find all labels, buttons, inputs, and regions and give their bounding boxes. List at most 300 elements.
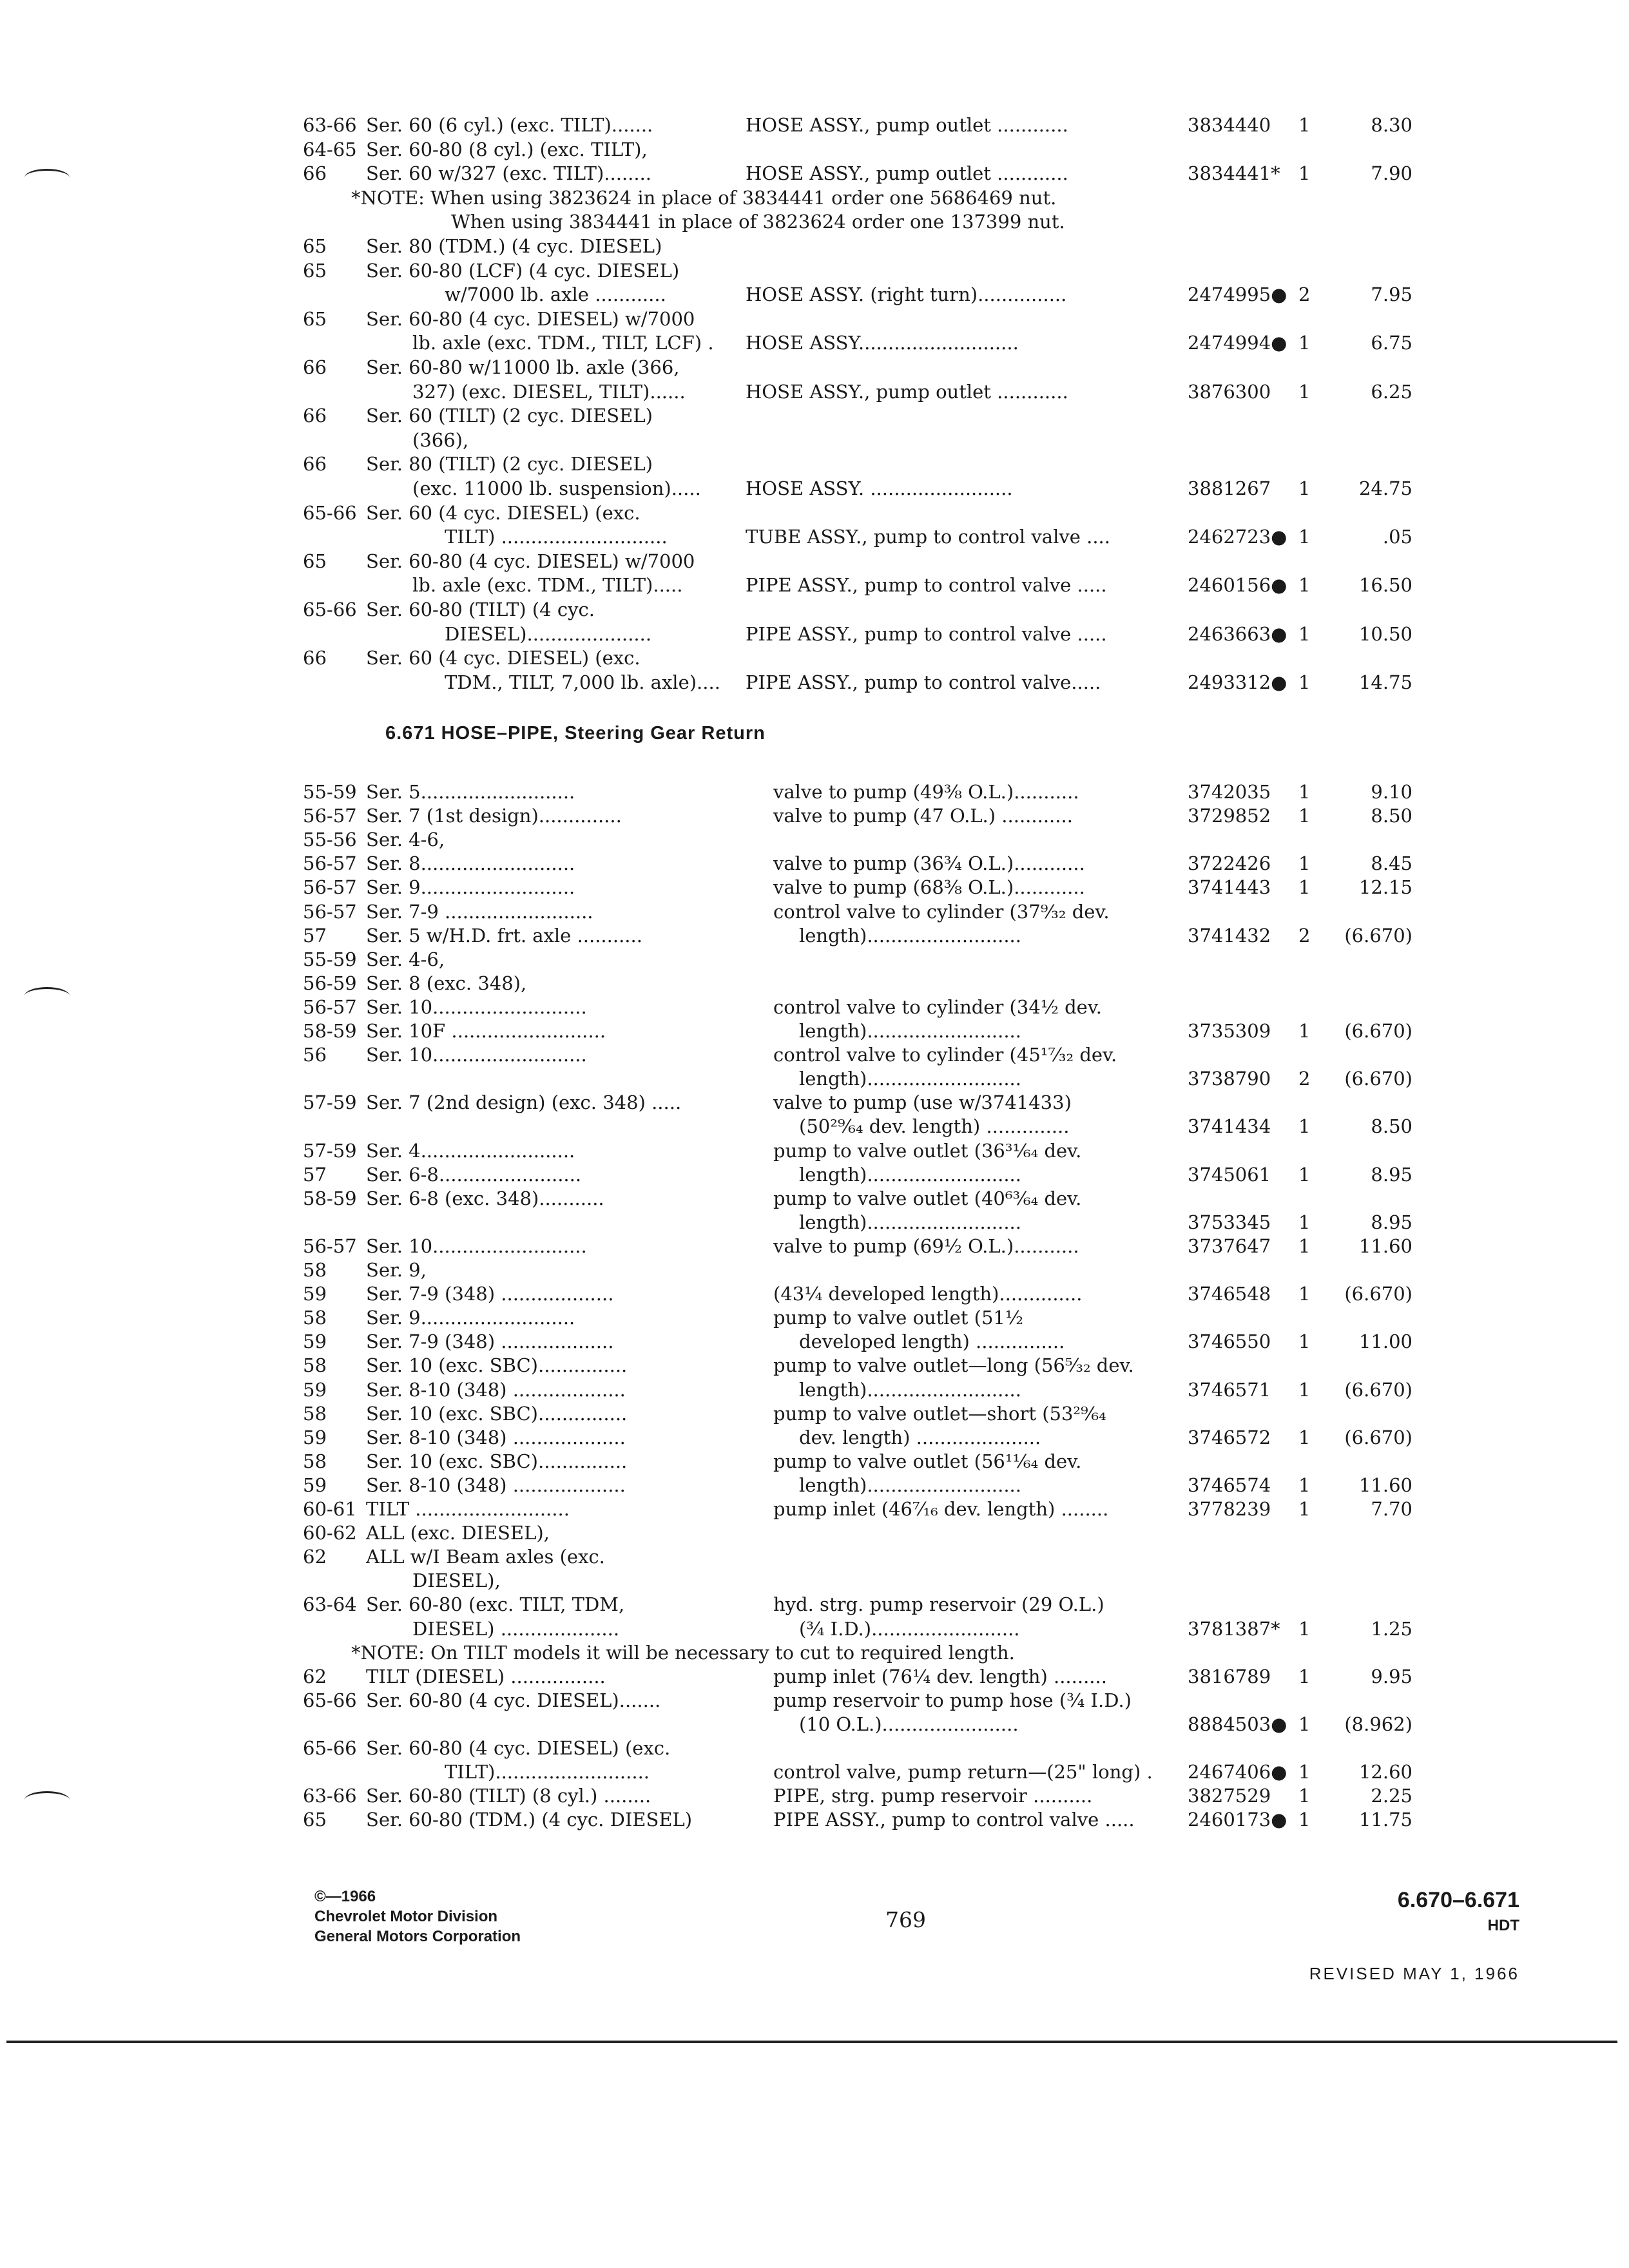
model-cell: Ser. 60-80 (TILT) (4 cyc. (366, 599, 595, 620)
quantity-cell: 1 (1298, 1331, 1311, 1353)
table-row (0, 501, 1629, 525)
quantity-cell: 1 (1298, 1665, 1311, 1687)
part-number-cell: 2467406● (1188, 1761, 1287, 1783)
year-cell: 58 (303, 1402, 327, 1425)
model-cell: Ser. 60-80 (4 cyc. DIESEL)....... (366, 1689, 661, 1711)
table-row (0, 1043, 1629, 1067)
model-cell: Ser. 60 (TILT) (2 cyc. DIESEL) (366, 405, 653, 427)
section-number: 6.670–6.671 (1397, 1888, 1519, 1912)
year-cell: 59 (303, 1426, 327, 1448)
table-row (0, 1425, 1629, 1450)
part-number-cell: 3737647 (1188, 1235, 1271, 1257)
page-number: 769 (885, 1907, 926, 1932)
part-number-cell: 3735309 (1188, 1020, 1271, 1042)
part-number-cell: 2460156● (1188, 574, 1287, 597)
price-cell: 7.95 (1371, 284, 1412, 306)
description-cell: PIPE ASSY., pump to control valve ..... (746, 622, 1107, 645)
model-cell: ALL w/I Beam axles (exc. (366, 1546, 605, 1568)
quantity-cell: 1 (1298, 477, 1311, 499)
table-row (0, 1353, 1629, 1378)
year-cell: 58 (303, 1307, 327, 1329)
part-number-cell: 3746571 (1188, 1378, 1271, 1401)
part-number-cell: 3741434 (1188, 1115, 1271, 1138)
table-row (0, 573, 1629, 597)
quantity-cell: 2 (1298, 1068, 1311, 1090)
description-cell: pump to valve outlet—long (56⁵⁄₃₂ dev. (773, 1354, 1134, 1377)
table-row (0, 186, 1629, 210)
model-cell: Ser. 10.......................... (366, 995, 587, 1018)
year-cell: 66 (303, 453, 327, 476)
part-number-cell: 3827529 (1188, 1785, 1271, 1807)
quantity-cell: 1 (1298, 1020, 1311, 1042)
year-cell: 66 (303, 647, 327, 669)
model-cell: TDM., TILT, 7,000 lb. axle).... (445, 671, 720, 693)
model-cell: Ser. 60-80 (4 cyc. DIESEL) w/7000 (366, 550, 695, 572)
model-cell: Ser. 60-80 (4 cyc. DIESEL) (exc. (366, 1737, 671, 1759)
table-row (0, 476, 1629, 501)
table-row (0, 403, 1629, 428)
year-cell: 58 (303, 1354, 327, 1377)
table-row (0, 622, 1629, 646)
table-row (0, 137, 1629, 162)
table-row (0, 1114, 1629, 1139)
table-row (0, 161, 1629, 186)
price-cell: 16.50 (1358, 574, 1412, 597)
quantity-cell: 1 (1298, 1761, 1311, 1783)
table-row (0, 646, 1629, 670)
model-cell: Ser. 10.......................... (366, 1235, 587, 1257)
year-cell: 56-57 (303, 1235, 357, 1257)
table-row (0, 380, 1629, 404)
copyright: ©—1966 (314, 1888, 376, 1905)
quantity-cell: 1 (1298, 332, 1311, 354)
table-row (0, 1186, 1629, 1211)
year-cell: 56-57 (303, 995, 357, 1018)
model-cell: Ser. 4-6, (366, 948, 445, 970)
year-cell: 58-59 (303, 1020, 357, 1042)
quantity-cell: 1 (1298, 114, 1311, 136)
part-number-cell: 3742035 (1188, 781, 1271, 803)
year-cell: 62 (303, 1665, 327, 1687)
year-cell: 55-56 (303, 829, 357, 851)
quantity-cell: 1 (1298, 1474, 1311, 1496)
part-number-cell: 3745061 (1188, 1163, 1271, 1186)
year-cell: 65 (303, 1809, 327, 1831)
model-cell: (exc. 11000 lb. suspension)..... (412, 477, 701, 499)
year-cell: 65 (303, 259, 327, 282)
year-cell: 65-66 (303, 599, 357, 620)
year-cell: 66 (303, 405, 327, 427)
model-cell: Ser. 8-10 (348) ................... (366, 1378, 626, 1401)
table-row (0, 947, 1629, 972)
description-cell: valve to pump (69½ O.L.)........... (773, 1235, 1079, 1257)
quantity-cell: 1 (1298, 781, 1311, 803)
model-cell: Ser. 4.......................... (366, 1139, 575, 1162)
year-cell: 66 (303, 356, 327, 378)
year-cell: 59 (303, 1378, 327, 1401)
table-row (0, 234, 1629, 258)
table-row (0, 1305, 1629, 1330)
table-row (0, 875, 1629, 899)
bottom-rule (6, 2041, 1617, 2043)
model-cell: Ser. 60-80 (4 cyc. DIESEL) w/7000 (366, 307, 695, 330)
model-cell: Ser. 10 (exc. SBC)............... (366, 1354, 628, 1377)
part-number-cell: 3738790 (1188, 1068, 1271, 1090)
part-number-cell: 3746572 (1188, 1426, 1271, 1448)
table-row (0, 209, 1629, 234)
model-cell: Ser. 80 (TDM.) (4 cyc. DIESEL) (366, 235, 662, 257)
part-number-cell: 3834441* (1188, 162, 1280, 185)
quantity-cell: 1 (1298, 1809, 1311, 1831)
price-cell: 10.50 (1358, 622, 1412, 645)
price-cell: 11.60 (1358, 1474, 1412, 1496)
price-cell: (6.670) (1344, 1020, 1412, 1042)
model-cell: DIESEL)..................... (445, 622, 652, 645)
model-cell: Ser. 7-9 (348) ................... (366, 1283, 614, 1305)
price-cell: 8.50 (1371, 805, 1412, 827)
description-cell: length).......................... (799, 1020, 1021, 1042)
table-row (0, 1736, 1629, 1760)
description-cell: hyd. strg. pump reservoir (29 O.L.) (773, 1593, 1104, 1616)
part-number-cell: 3753345 (1188, 1211, 1271, 1233)
quantity-cell: 1 (1298, 1498, 1311, 1520)
year-cell: 60-62 (303, 1522, 357, 1544)
price-cell: 8.95 (1371, 1163, 1412, 1186)
year-cell: 64-65 (303, 138, 357, 160)
description-cell: valve to pump (use w/3741433) (773, 1091, 1072, 1114)
description-cell: valve to pump (47 O.L.) ............ (773, 805, 1073, 827)
part-number-cell: 2462723● (1188, 526, 1287, 548)
table-row (0, 1090, 1629, 1115)
model-cell: Ser. 60-80 (TDM.) (4 cyc. DIESEL) (366, 1809, 693, 1831)
part-number-cell: 2474994● (1188, 332, 1287, 354)
table-row (0, 1592, 1629, 1617)
model-cell: 327) (exc. DIESEL, TILT)...... (412, 380, 686, 403)
part-number-cell: 3781387* (1188, 1617, 1280, 1640)
description-cell: HOSE ASSY., pump outlet ............ (746, 162, 1068, 185)
description-cell: length).......................... (799, 924, 1021, 947)
table-row (0, 1568, 1629, 1593)
part-number-cell: 3741432 (1188, 924, 1271, 947)
table-row (0, 331, 1629, 355)
part-number-cell: 8884503● (1188, 1713, 1287, 1735)
table-row (0, 1497, 1629, 1521)
model-cell: Ser. 9.......................... (366, 876, 575, 899)
part-number-cell: 3741443 (1188, 876, 1271, 899)
description-cell: PIPE ASSY., pump to control valve..... (746, 671, 1101, 693)
description-cell: HOSE ASSY. (right turn)............... (746, 284, 1067, 306)
table-row (0, 524, 1629, 549)
binder-mark (24, 987, 70, 1004)
price-cell: 9.10 (1371, 781, 1412, 803)
table-row (0, 1066, 1629, 1091)
year-cell: 65 (303, 235, 327, 257)
price-cell: 9.95 (1371, 1665, 1412, 1687)
part-number-cell: 3746550 (1188, 1331, 1271, 1353)
table-row (0, 851, 1629, 876)
description-cell: valve to pump (36¾ O.L.)............ (773, 852, 1085, 875)
model-cell: Ser. 10 (exc. SBC)............... (366, 1402, 628, 1425)
quantity-cell: 2 (1298, 284, 1311, 306)
model-cell: Ser. 8.......................... (366, 852, 575, 875)
description-cell: (43¼ developed length).............. (773, 1283, 1083, 1305)
table-row (0, 307, 1629, 331)
quantity-cell: 1 (1298, 805, 1311, 827)
year-cell: 58-59 (303, 1187, 357, 1209)
description-cell: control valve to cylinder (34½ dev. (773, 995, 1102, 1018)
table-row (0, 1521, 1629, 1545)
table-row (0, 1664, 1629, 1689)
table-row (0, 1449, 1629, 1474)
table-row (0, 1139, 1629, 1163)
binder-mark (24, 1791, 70, 1809)
year-cell: 56-57 (303, 900, 357, 923)
table-row (0, 597, 1629, 622)
quantity-cell: 1 (1298, 876, 1311, 899)
description-cell: (10 O.L.)....................... (799, 1713, 1019, 1735)
price-cell: 11.75 (1358, 1809, 1412, 1831)
table-row (0, 258, 1629, 283)
model-cell: Ser. 4-6, (366, 829, 445, 851)
model-cell: (366), (412, 428, 469, 451)
price-cell: 24.75 (1358, 477, 1412, 499)
quantity-cell: 1 (1298, 1283, 1311, 1305)
price-cell: (8.962) (1344, 1713, 1412, 1735)
price-cell: 7.90 (1371, 162, 1412, 185)
year-cell: 59 (303, 1283, 327, 1305)
division: Chevrolet Motor Division (314, 1908, 498, 1925)
year-cell: 59 (303, 1331, 327, 1353)
model-cell: TILT .......................... (366, 1498, 570, 1520)
model-cell: Ser. 60-80 (TILT) (8 cyl.) ........ (366, 1785, 651, 1807)
table-row (0, 1640, 1629, 1665)
quantity-cell: 1 (1298, 1785, 1311, 1807)
price-cell: .05 (1382, 526, 1412, 548)
quantity-cell: 1 (1298, 1426, 1311, 1448)
description-cell: pump to valve outlet (51½ (773, 1307, 1023, 1329)
table-row (0, 971, 1629, 995)
note-text: When using 3834441 in place of 3823624 order one 137399 nut. (451, 211, 1065, 233)
year-cell: 57 (303, 924, 327, 947)
model-cell: w/7000 lb. axle ............ (445, 284, 666, 306)
table-row (0, 1760, 1629, 1784)
description-cell: length).......................... (799, 1068, 1021, 1090)
table-row (0, 995, 1629, 1019)
table-row (0, 1329, 1629, 1354)
model-cell: TILT) ............................ (445, 526, 668, 548)
table-row (0, 1210, 1629, 1235)
table-row (0, 1162, 1629, 1187)
year-cell: 57-59 (303, 1091, 357, 1114)
year-cell: 60-61 (303, 1498, 357, 1520)
table-row (0, 549, 1629, 573)
description-cell: (¾ I.D.)......................... (799, 1617, 1020, 1640)
description-cell: HOSE ASSY., pump outlet ............ (746, 380, 1068, 403)
description-cell: control valve, pump return—(25" long) . (773, 1761, 1153, 1783)
price-cell: 7.70 (1371, 1498, 1412, 1520)
model-cell: Ser. 7 (2nd design) (exc. 348) ..... (366, 1091, 682, 1114)
quantity-cell: 1 (1298, 1713, 1311, 1735)
description-cell: PIPE ASSY., pump to control valve ..... (773, 1809, 1135, 1831)
year-cell: 65-66 (303, 1689, 357, 1711)
price-cell: (6.670) (1344, 1283, 1412, 1305)
model-cell: Ser. 7 (1st design).............. (366, 805, 622, 827)
part-number-cell: 3746548 (1188, 1283, 1271, 1305)
quantity-cell: 1 (1298, 380, 1311, 403)
table-row (0, 670, 1629, 695)
table-row (0, 1807, 1629, 1832)
part-number-cell: 3816789 (1188, 1665, 1271, 1687)
table-row (0, 780, 1629, 804)
quantity-cell: 1 (1298, 852, 1311, 875)
quantity-cell: 1 (1298, 162, 1311, 185)
description-cell: pump inlet (46⁷⁄₁₆ dev. length) ........ (773, 1498, 1109, 1520)
model-cell: Ser. 7-9 (348) ................... (366, 1331, 614, 1353)
model-cell: lb. axle (exc. TDM., TILT)..... (412, 574, 683, 597)
year-cell: 63-64 (303, 1593, 357, 1616)
table-row (0, 803, 1629, 828)
part-number-cell: 2460173● (1188, 1809, 1287, 1831)
table-row (0, 1019, 1629, 1043)
table-row (0, 1783, 1629, 1808)
table-row (0, 1282, 1629, 1306)
description-cell: HOSE ASSY. ........................ (746, 477, 1013, 499)
table-row (0, 1544, 1629, 1569)
table-row (0, 923, 1629, 948)
description-cell: TUBE ASSY., pump to control valve .... (746, 526, 1110, 548)
price-cell: (6.670) (1344, 1426, 1412, 1448)
quantity-cell: 1 (1298, 1163, 1311, 1186)
year-cell: 58 (303, 1259, 327, 1281)
part-number-cell: 3876300 (1188, 380, 1271, 403)
model-cell: Ser. 6-8........................ (366, 1163, 582, 1186)
table-row (0, 1473, 1629, 1497)
price-cell: 8.50 (1371, 1115, 1412, 1138)
model-cell: Ser. 10.......................... (366, 1044, 587, 1066)
model-cell: Ser. 60-80 w/11000 lb. axle (366, (366, 356, 680, 378)
price-cell: (6.670) (1344, 1378, 1412, 1401)
description-cell: pump to valve outlet (56¹¹⁄₆₄ dev. (773, 1450, 1082, 1472)
part-number-cell: 2463663● (1188, 622, 1287, 645)
year-cell: 63-66 (303, 1785, 357, 1807)
description-cell: pump reservoir to pump hose (¾ I.D.) (773, 1689, 1132, 1711)
description-cell: length).......................... (799, 1211, 1021, 1233)
year-cell: 56-59 (303, 972, 357, 994)
description-cell: dev. length) ..................... (799, 1426, 1041, 1448)
price-cell: (6.670) (1344, 924, 1412, 947)
binder-mark (24, 169, 70, 186)
price-cell: 8.45 (1371, 852, 1412, 875)
model-cell: Ser. 60 (4 cyc. DIESEL) (exc. (366, 501, 641, 524)
year-cell: 65 (303, 550, 327, 572)
model-cell: Ser. 60-80 (exc. TILT, TDM, (366, 1593, 625, 1616)
price-cell: (6.670) (1344, 1068, 1412, 1090)
quantity-cell: 1 (1298, 1115, 1311, 1138)
table-row (0, 899, 1629, 924)
model-cell: Ser. 7-9 ......................... (366, 900, 593, 923)
part-number-cell: 2474995● (1188, 284, 1287, 306)
model-cell: Ser. 10 (exc. SBC)............... (366, 1450, 628, 1472)
quantity-cell: 1 (1298, 671, 1311, 693)
model-cell: Ser. 8-10 (348) ................... (366, 1426, 626, 1448)
year-cell: 62 (303, 1546, 327, 1568)
model-cell: Ser. 10F .......................... (366, 1020, 606, 1042)
description-cell: length).......................... (799, 1163, 1021, 1186)
model-cell: Ser. 9.......................... (366, 1307, 575, 1329)
model-cell: Ser. 8-10 (348) ................... (366, 1474, 626, 1496)
section-title: 6.671 HOSE–PIPE, Steering Gear Return (385, 723, 766, 744)
quantity-cell: 1 (1298, 1211, 1311, 1233)
model-cell: Ser. 60-80 (LCF) (4 cyc. DIESEL) (366, 259, 680, 282)
year-cell: 57 (303, 1163, 327, 1186)
price-cell: 12.60 (1358, 1761, 1412, 1783)
year-cell: 58 (303, 1450, 327, 1472)
description-cell: control valve to cylinder (45¹⁷⁄₃₂ dev. (773, 1044, 1117, 1066)
price-cell: 6.75 (1371, 332, 1412, 354)
description-cell: PIPE ASSY., pump to control valve ..... (746, 574, 1107, 597)
model-cell: Ser. 60-80 (8 cyl.) (exc. TILT), (366, 138, 648, 160)
description-cell: length).......................... (799, 1474, 1021, 1496)
price-cell: 12.15 (1358, 876, 1412, 899)
quantity-cell: 1 (1298, 1378, 1311, 1401)
quantity-cell: 1 (1298, 1617, 1311, 1640)
price-cell: 14.75 (1358, 671, 1412, 693)
year-cell: 56-57 (303, 805, 357, 827)
model-cell: Ser. 80 (TILT) (2 cyc. DIESEL) (366, 453, 653, 476)
table-row (0, 1617, 1629, 1641)
model-cell: Ser. 5.......................... (366, 781, 575, 803)
description-cell: pump inlet (76¼ dev. length) ......... (773, 1665, 1107, 1687)
part-number-cell: 3778239 (1188, 1498, 1271, 1520)
model-cell: DIESEL) .................... (412, 1617, 620, 1640)
table-row (0, 428, 1629, 452)
table-row (0, 1688, 1629, 1713)
note-text: *NOTE: When using 3823624 in place of 3834441 order one 5686469 nut. (351, 186, 1057, 209)
description-cell: pump to valve outlet (40⁶³⁄₆₄ dev. (773, 1187, 1082, 1209)
quantity-cell: 1 (1298, 1235, 1311, 1257)
description-cell: control valve to cylinder (37⁹⁄₃₂ dev. (773, 900, 1110, 923)
revised-date: REVISED MAY 1, 1966 (1309, 1964, 1519, 1983)
description-cell: PIPE, strg. pump reservoir .......... (773, 1785, 1093, 1807)
year-cell: 66 (303, 162, 327, 185)
model-cell: Ser. 60 w/327 (exc. TILT)........ (366, 162, 652, 185)
description-cell: valve to pump (68⅜ O.L.)............ (773, 876, 1085, 899)
quantity-cell: 2 (1298, 924, 1311, 947)
price-cell: 6.25 (1371, 380, 1412, 403)
year-cell: 56-57 (303, 876, 357, 899)
table-row (0, 1712, 1629, 1736)
year-cell: 57-59 (303, 1139, 357, 1162)
price-cell: 11.00 (1358, 1331, 1412, 1353)
table-row (0, 282, 1629, 307)
model-cell: Ser. 60 (6 cyl.) (exc. TILT)....... (366, 114, 653, 136)
year-cell: 63-66 (303, 114, 357, 136)
model-cell: Ser. 6-8 (exc. 348)........... (366, 1187, 604, 1209)
part-number-cell: 2493312● (1188, 671, 1287, 693)
part-number-cell: 3881267 (1188, 477, 1271, 499)
publisher-block (314, 1887, 521, 1946)
description-cell: HOSE ASSY., pump outlet ............ (746, 114, 1068, 136)
hdt-label: HDT (1487, 1917, 1519, 1934)
year-cell: 65-66 (303, 1737, 357, 1759)
model-cell: Ser. 9, (366, 1259, 427, 1281)
description-cell: HOSE ASSY........................... (746, 332, 1019, 354)
part-number-cell: 3746574 (1188, 1474, 1271, 1496)
model-cell: DIESEL), (412, 1570, 501, 1592)
quantity-cell: 1 (1298, 574, 1311, 597)
note-text: *NOTE: On TILT models it will be necessary to cut to required length. (351, 1641, 1015, 1664)
part-number-cell: 3722426 (1188, 852, 1271, 875)
